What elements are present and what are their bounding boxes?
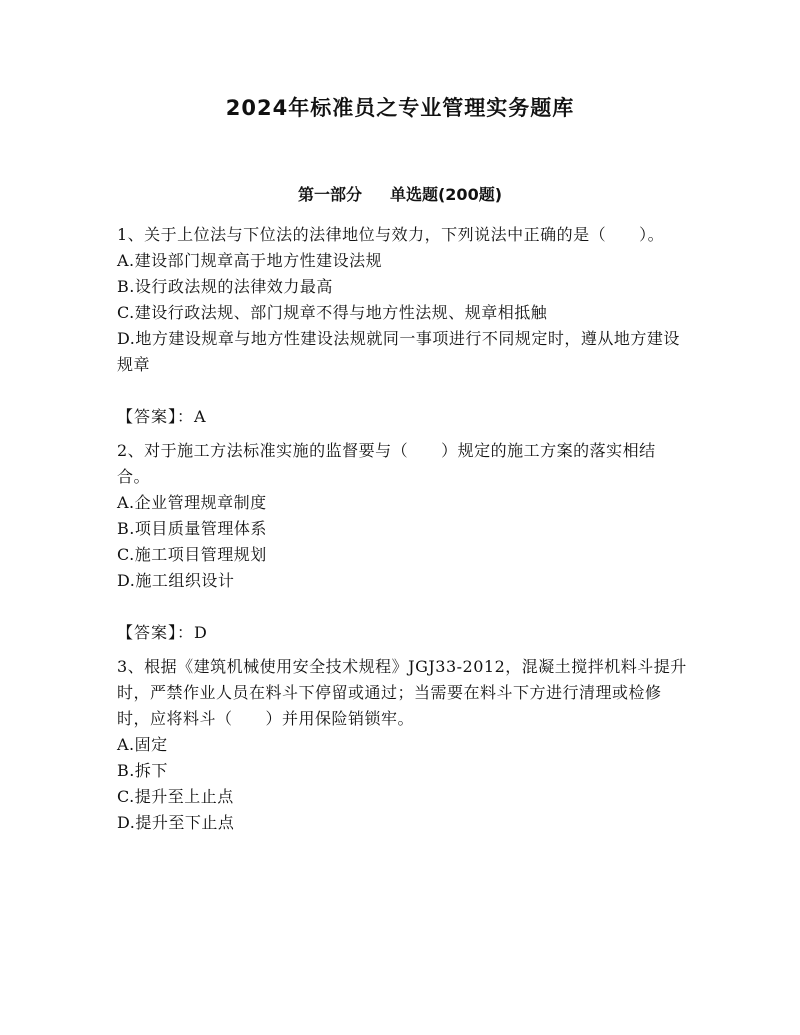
question-stem: 1、关于上位法与下位法的法律地位与效力，下列说法中正确的是（ ）。 xyxy=(117,225,665,244)
document-title: 2024年标准员之专业管理实务题库 xyxy=(225,96,575,120)
option-a: A.企业管理规章制度 xyxy=(117,493,267,512)
answer-line xyxy=(117,404,687,430)
answer-line xyxy=(117,620,687,646)
option-d: D.地方建设规章与地方性建设法规就同一事项进行不同规定时，遵从地方建设规章 xyxy=(117,329,680,374)
answer-value: D xyxy=(194,623,208,642)
answer-label: 【答案】： xyxy=(117,407,195,426)
answer-label: 【答案】： xyxy=(117,623,195,642)
question-list xyxy=(117,222,687,836)
option-d: D.施工组织设计 xyxy=(117,571,235,590)
option-b: B.拆下 xyxy=(117,761,168,780)
option-c: C.施工项目管理规划 xyxy=(117,545,267,564)
option-d: D.提升至下止点 xyxy=(117,813,235,832)
section-name: 单选题(200题) xyxy=(389,185,503,204)
question-2 xyxy=(117,438,687,646)
option-a: A.固定 xyxy=(117,735,168,754)
option-b: B.项目质量管理体系 xyxy=(117,519,267,538)
option-c: C.建设行政法规、部门规章不得与地方性法规、规章相抵触 xyxy=(117,303,548,322)
question-stem: 3、根据《建筑机械使用安全技术规程》JGJ33-2012，混凝土搅拌机料斗提升时，严禁作业人员在料斗下停留或通过；当需要在料斗下方进行清理或检修时，应将料斗（ ）并用保险销锁牢。 xyxy=(117,657,687,728)
option-c: C.提升至上止点 xyxy=(117,787,234,806)
option-a: A.建设部门规章高于地方性建设法规 xyxy=(117,251,383,270)
question-1 xyxy=(117,222,687,430)
answer-value: A xyxy=(194,407,207,426)
question-3 xyxy=(117,654,687,836)
question-stem: 2、对于施工方法标准实施的监督要与（ ）规定的施工方案的落实相结合。 xyxy=(117,441,656,486)
section-part: 第一部分 xyxy=(297,185,362,204)
option-b: B.设行政法规的法律效力最高 xyxy=(117,277,333,296)
section-title xyxy=(0,182,800,205)
